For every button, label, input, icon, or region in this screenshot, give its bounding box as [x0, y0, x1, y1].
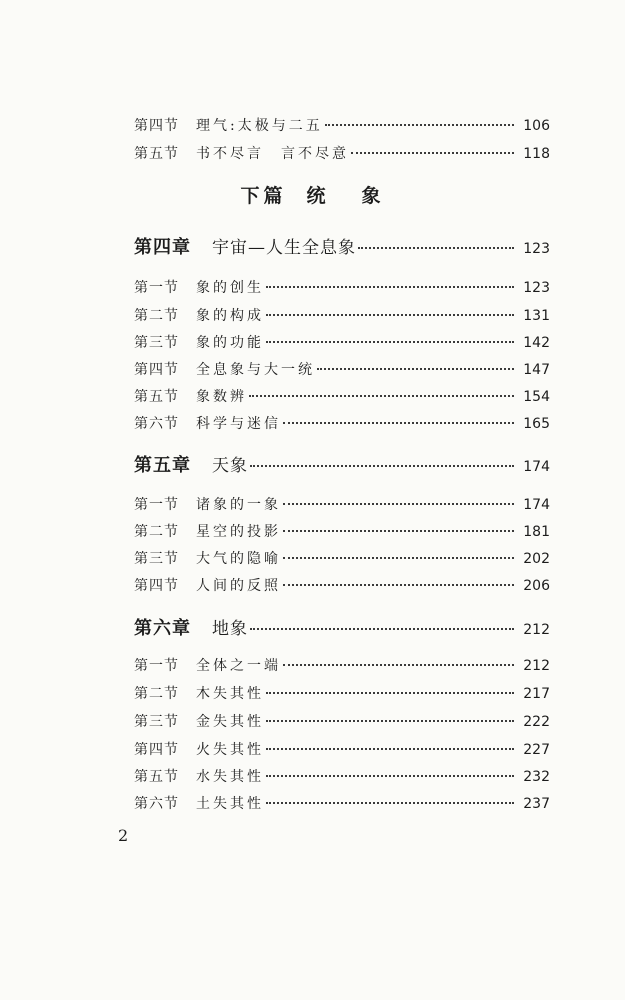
toc-entry[interactable]	[134, 333, 550, 353]
leader-dots	[249, 395, 514, 397]
section-title: 全体之一端	[196, 658, 281, 674]
section-label: 第一节	[134, 280, 179, 296]
chapter-entry[interactable]	[134, 454, 550, 479]
section-title: 象的功能	[196, 335, 264, 351]
toc-entry[interactable]	[134, 414, 550, 434]
toc-entry[interactable]	[134, 522, 550, 542]
toc-entry[interactable]	[134, 684, 550, 704]
leader-dots	[266, 286, 514, 288]
chapter-title: 宇宙—人生全息象	[212, 238, 356, 258]
section-page: 142	[523, 335, 550, 351]
section-title: 诸象的一象	[196, 497, 281, 513]
toc-entry[interactable]	[134, 387, 550, 407]
leader-dots	[266, 775, 514, 777]
section-label: 第二节	[134, 524, 179, 540]
toc-entry[interactable]	[134, 712, 550, 732]
section-title: 全息象与大一统	[196, 362, 315, 378]
section-label: 第三节	[134, 714, 179, 730]
section-label: 第二节	[134, 686, 179, 702]
chapter-entry[interactable]	[134, 617, 550, 642]
section-title: 象数辨	[196, 389, 247, 405]
toc-entry[interactable]	[134, 549, 550, 569]
toc-entry[interactable]	[134, 656, 550, 676]
section-label: 第二节	[134, 308, 179, 324]
section-page: 174	[523, 497, 550, 513]
section-label: 第五节	[134, 389, 179, 405]
section-title: 理气:太极与二五	[196, 118, 323, 134]
section-page: 227	[523, 742, 550, 758]
toc-entry[interactable]	[134, 360, 550, 380]
toc-entry[interactable]	[134, 495, 550, 515]
section-title: 星空的投影	[196, 524, 281, 540]
section-page: 123	[523, 280, 550, 296]
chapter-title: 地象	[212, 619, 248, 639]
section-page: 217	[523, 686, 550, 702]
leader-dots	[266, 314, 514, 316]
section-page: 181	[523, 524, 550, 540]
section-title: 木失其性	[196, 686, 264, 702]
leader-dots	[283, 664, 514, 666]
part-word-2: 象	[361, 185, 385, 207]
section-label: 第四节	[134, 118, 179, 134]
section-label: 第一节	[134, 497, 179, 513]
section-title: 人间的反照	[196, 578, 281, 594]
section-page: 106	[523, 118, 550, 134]
section-page: 232	[523, 769, 550, 785]
section-label: 第四节	[134, 362, 179, 378]
part-title	[0, 181, 625, 208]
section-page: 202	[523, 551, 550, 567]
chapter-title: 天象	[212, 456, 248, 476]
section-page: 206	[523, 578, 550, 594]
section-label: 第一节	[134, 658, 179, 674]
section-page: 147	[523, 362, 550, 378]
leader-dots	[250, 465, 514, 467]
leader-dots	[283, 422, 514, 424]
section-label: 第三节	[134, 551, 179, 567]
toc-entry[interactable]	[134, 278, 550, 298]
section-title: 水失其性	[196, 769, 264, 785]
toc-entry[interactable]	[134, 767, 550, 787]
leader-dots	[358, 247, 514, 249]
leader-dots	[283, 584, 514, 586]
leader-dots	[317, 368, 514, 370]
leader-dots	[250, 628, 514, 630]
toc-entry[interactable]	[134, 576, 550, 596]
section-title: 土失其性	[196, 796, 264, 812]
chapter-label: 第四章	[134, 237, 191, 258]
toc-entry[interactable]	[134, 740, 550, 760]
section-label: 第五节	[134, 769, 179, 785]
section-title: 金失其性	[196, 714, 264, 730]
section-label: 第三节	[134, 335, 179, 351]
toc-entry[interactable]	[134, 306, 550, 326]
leader-dots	[266, 748, 514, 750]
section-title: 火失其性	[196, 742, 264, 758]
leader-dots	[266, 720, 514, 722]
toc-entry[interactable]	[134, 116, 550, 136]
leader-dots	[283, 503, 514, 505]
leader-dots	[266, 802, 514, 804]
section-page: 222	[523, 714, 550, 730]
leader-dots	[266, 341, 514, 343]
section-label: 第四节	[134, 578, 179, 594]
chapter-page: 174	[523, 459, 550, 475]
section-page: 154	[523, 389, 550, 405]
section-title: 大气的隐喻	[196, 551, 281, 567]
part-prefix: 下篇	[240, 185, 287, 207]
part-word-1: 统	[306, 185, 330, 207]
leader-dots	[351, 152, 514, 154]
section-title: 科学与迷信	[196, 416, 281, 432]
section-page: 165	[523, 416, 550, 432]
section-title: 象的创生	[196, 280, 264, 296]
chapter-label: 第六章	[134, 618, 191, 639]
chapter-page: 212	[523, 622, 550, 638]
leader-dots	[283, 530, 514, 532]
page-number: 2	[118, 826, 129, 845]
section-title: 书不尽言 言不尽意	[196, 146, 349, 162]
section-title: 象的构成	[196, 308, 264, 324]
section-label: 第四节	[134, 742, 179, 758]
section-page: 131	[523, 308, 550, 324]
section-label: 第六节	[134, 796, 179, 812]
section-page: 237	[523, 796, 550, 812]
leader-dots	[266, 692, 514, 694]
leader-dots	[283, 557, 514, 559]
section-page: 212	[523, 658, 550, 674]
chapter-page: 123	[523, 241, 550, 257]
section-label: 第五节	[134, 146, 179, 162]
chapter-entry[interactable]	[134, 236, 550, 261]
section-page: 118	[523, 146, 550, 162]
section-label: 第六节	[134, 416, 179, 432]
toc-entry[interactable]	[134, 144, 550, 164]
leader-dots	[325, 124, 514, 126]
toc-entry[interactable]	[134, 794, 550, 814]
chapter-label: 第五章	[134, 455, 191, 476]
